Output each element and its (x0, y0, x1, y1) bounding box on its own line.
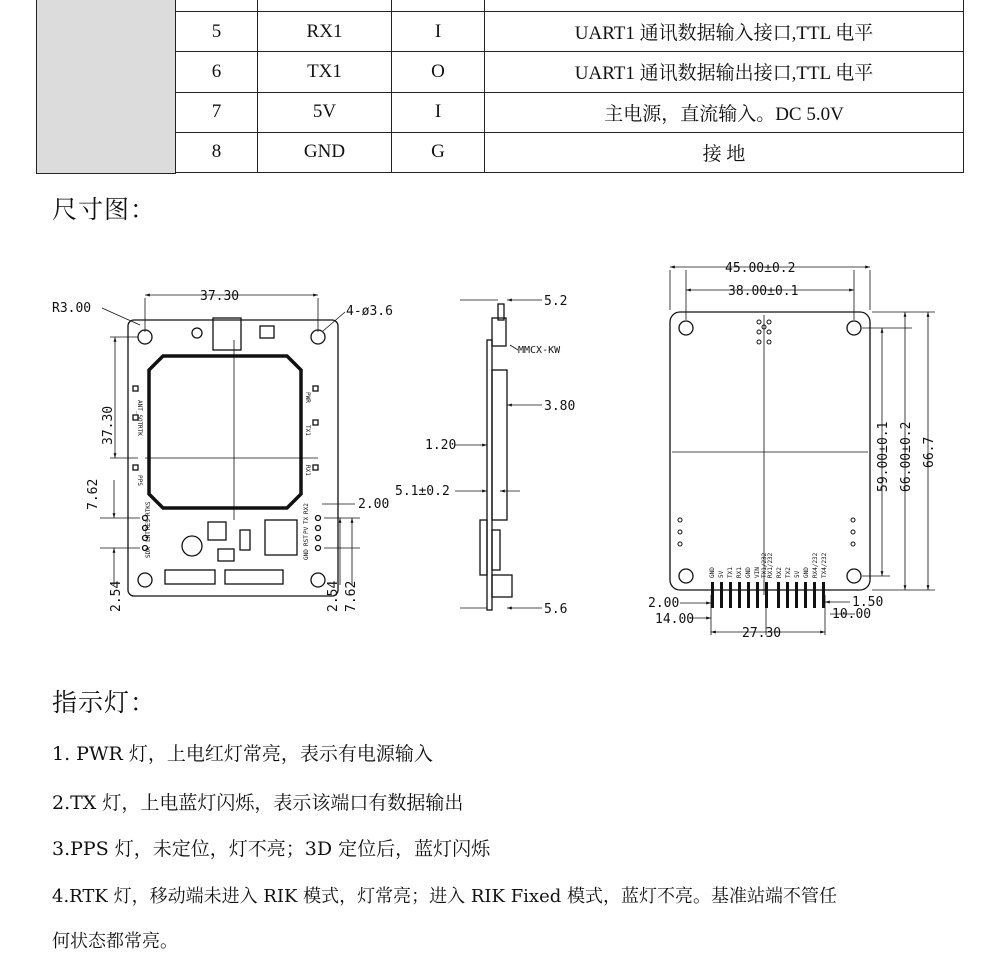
pin-label: TX2 (785, 567, 792, 578)
indicator-section-title: 指示灯： (52, 688, 157, 717)
jst-connector (165, 570, 215, 584)
silk-label: RST (303, 535, 310, 546)
dim-51: 5.1±0.2 (395, 484, 450, 499)
mmcx-pad (192, 328, 202, 338)
mount-hole (311, 573, 325, 587)
pin-direction: G (392, 132, 485, 172)
pin-table (36, 0, 964, 173)
pin-label: RX1/232 (767, 552, 774, 578)
led-pps (133, 465, 138, 470)
side-mmcx (492, 318, 506, 346)
led-pwr (313, 386, 318, 391)
dim-254-left: 2.54 (109, 580, 124, 612)
dim-width: 37.30 (200, 289, 240, 304)
pin-direction: I (392, 92, 485, 132)
smd-part (218, 549, 234, 561)
silk-label: TX (303, 516, 310, 524)
pin-name: RX1 (258, 12, 392, 52)
smd-part (260, 326, 274, 338)
pin-name: GND (258, 132, 392, 172)
dim-1000: 10.00 (832, 607, 872, 622)
side-connector (492, 575, 512, 597)
label-mmcx: MMCX-KW (518, 345, 561, 356)
indicator-item: 4.RTK 灯，移动端未进入 RIK 模式，灯常亮；进入 RIK Fixed 模式，蓝灯不亮。基准站端不管任 (52, 886, 837, 907)
dim-254-right: 2.54 (326, 580, 341, 612)
dim-height: 37.30 (101, 405, 116, 445)
smd-part (240, 530, 250, 550)
silk-label: RX2 (303, 503, 310, 514)
dim-52: 5.2 (544, 294, 568, 309)
dim-56: 5.6 (544, 602, 568, 617)
indicator-item: 3.PPS 灯，未定位，灯不亮；3D 定位后，蓝灯闪烁 (52, 838, 491, 860)
dim-radius: R3.00 (52, 301, 92, 316)
dim-holes: 4-ø3.6 (346, 304, 393, 319)
indicator-item: 1. PWR 灯，上电红灯常亮，表示有电源输入 (52, 743, 433, 765)
pin-description: UART1 通讯数据输入接口,TTL 电平 (485, 12, 964, 52)
led-rx1 (313, 465, 318, 470)
mount-hole (311, 330, 325, 344)
dim-380: 3.80 (544, 399, 576, 414)
led-tx1 (313, 420, 318, 425)
pin-label: 5V (794, 570, 801, 578)
mount-hole (847, 569, 861, 583)
pin-number: 8 (176, 132, 258, 172)
dimension-section-title: 尺寸图： (52, 195, 157, 224)
pin-name: 5V (258, 92, 392, 132)
silk-label: RX1 (304, 465, 311, 476)
jst-connector (225, 570, 283, 584)
indicator-item: 何状态都常亮。 (52, 931, 178, 952)
side-view-dims (395, 294, 575, 617)
side-antenna (492, 370, 507, 520)
mount-hole (679, 321, 693, 335)
pin-label: RX1 (736, 567, 743, 578)
pin-direction: I (392, 12, 485, 52)
front-view-dims (52, 289, 393, 612)
back-view (670, 267, 935, 635)
pin-number: 7 (176, 92, 258, 132)
pin-description: 主电源，直流输入。DC 5.0V (485, 92, 964, 132)
dim-120: 1.20 (425, 438, 457, 453)
table-row (176, 92, 964, 132)
mount-hole (847, 321, 861, 335)
pin-label: GND (745, 567, 752, 578)
indicator-item: 2.TX 灯，上电蓝灯闪烁，表示该端口有数据输出 (52, 792, 464, 814)
dim-4500: 45.00±0.2 (725, 261, 796, 276)
side-pcb (487, 340, 492, 610)
dim-200: 2.00 (358, 497, 390, 512)
dimension-drawing (0, 240, 1000, 660)
mount-hole (138, 330, 152, 344)
silk-label: SDA (145, 547, 152, 558)
led-ant-sot (133, 386, 138, 391)
pin-label: RX2 (776, 567, 783, 578)
pin-label: GND (709, 567, 716, 578)
back-view-dims (648, 261, 937, 641)
front-view (100, 295, 360, 596)
silk-label: ANT_SOT (136, 400, 143, 426)
pin-label: RX4/232 (812, 552, 819, 578)
silk-label: PV (303, 526, 310, 534)
silk-label: LNT (145, 531, 152, 542)
table-row (176, 52, 964, 92)
table-row (176, 12, 964, 52)
dim-762-left: 7.62 (86, 478, 101, 510)
back-pin-rows (711, 582, 825, 608)
side-pin-header (480, 520, 487, 575)
pin-number: 5 (176, 12, 258, 52)
pin-label: TX4/232 (821, 552, 828, 578)
antenna-module (149, 356, 301, 508)
silk-label: PWR (304, 392, 311, 403)
back-board-outline (670, 312, 870, 590)
pin-name: TX1 (258, 52, 392, 92)
dim-2730: 27.30 (742, 626, 782, 641)
dim-1400: 14.00 (655, 612, 695, 627)
pin-label: 5V (718, 570, 725, 578)
dim-5900: 59.00±0.1 (876, 421, 891, 492)
dim-200b: 2.00 (648, 596, 680, 611)
ic-chip (208, 522, 226, 540)
dim-3800: 38.00±0.1 (728, 284, 799, 299)
dim-762-right: 7.62 (344, 580, 359, 612)
back-pads (678, 320, 855, 546)
table-row (176, 0, 964, 12)
dim-150: 1.50 (852, 595, 884, 610)
table-row (176, 132, 964, 172)
silk-label: GND (303, 549, 310, 560)
dim-667: 66.7 (922, 436, 937, 468)
pin-label: VIN (754, 567, 761, 578)
pin-label: TX1/232 (761, 552, 768, 578)
pin-pads (143, 516, 321, 551)
silk-label: RES (145, 519, 152, 530)
pin-direction: O (392, 52, 485, 92)
pin-description: UART1 通讯数据输出接口,TTL 电平 (485, 52, 964, 92)
dim-6600: 66.00±0.2 (899, 421, 914, 492)
pin-table-merged-cell (36, 0, 176, 174)
pin-number: 6 (176, 52, 258, 92)
mmcx-connector (213, 318, 241, 350)
pin-description: 接 地 (485, 132, 964, 172)
mount-hole (679, 569, 693, 583)
mount-hole (138, 573, 152, 587)
silk-label: RTKS (145, 501, 152, 516)
buzzer (182, 536, 202, 556)
silk-label: TX1 (304, 425, 311, 436)
silk-label: RTK (136, 425, 143, 436)
pin-label: GND (803, 567, 810, 578)
side-component (492, 530, 500, 570)
pin-label: TX1 (727, 567, 734, 578)
ic-chip (265, 520, 297, 555)
pin-table-grid (175, 0, 964, 173)
silk-label: PPS (136, 475, 143, 486)
